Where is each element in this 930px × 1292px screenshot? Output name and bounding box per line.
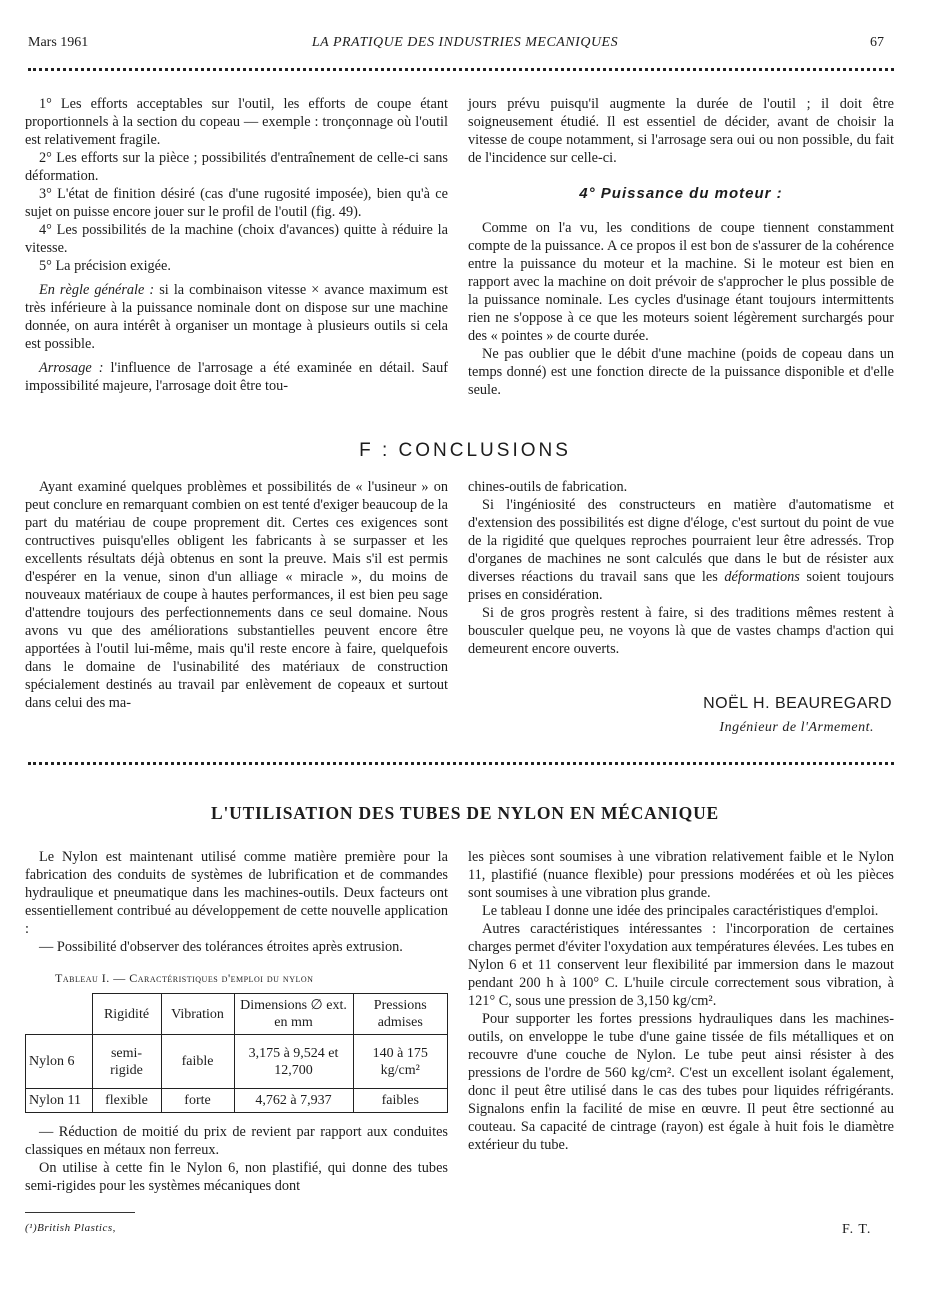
nylon-hydraulics: Pour supporter les fortes pressions hydrauliques dans les machines-outils, on enveloppe le tube d'une gaine tissée de fils métalliques et on recouvre d'une couche de Nylon. Le tube peut ainsi résister à des pressions de l'ordre de 560 kg/cm². C'est un excellent isolant également, donc il peut être utilisé dans le cas des tubes pour liquides réfrigérants. Signalons enfin la facilité de mise en œuvre. Il peut être sectionné au couteau. Sa capacité de cintrage (rayon) est égale à huit fois le diamètre extérieur du tube. [468,1011,894,1153]
conclusions-right-column [468,478,894,658]
puissance-paragraph-1: Comme on l'a vu, les conditions de coupe tiennent constamment compte de la puissance. A ce propos il est bon de s'assurer de la cohérence entre la puissance du moteur et la machine. Si le moteur est bien en rapport avec la machine on doit prévoir de s'approcher le plus possible de la puissance nominale. Les cycles d'usinage étant toujours intermittents rien ne s'oppose à ce que les moteurs soient légèrement surchargés pour des « pointes » de courte durée. [468,220,894,344]
cell-rigidity: semi-rigide [92,1035,161,1089]
cell-vibration: faible [161,1035,234,1089]
journal-title: LA PRATIQUE DES INDUSTRIES MECANIQUES [311,35,619,50]
arrosage-paragraph [25,359,448,395]
conclusions-final-paragraph: Si de gros progrès restent à faire, si des traditions mêmes restent à bousculer quelque peu, ne voyons là que de vastes champs d'action qui demeurent encore ouverts. [468,605,894,657]
nylon-intro: Le Nylon est maintenant utilisé comme matière première pour la fabrication des conduits de systèmes de lubrification et de commandes hydraulique et pneumatique dans les machines-outils. Deux facteurs ont essentiellement contribué au développement de cette nouvelle application : [25,849,448,937]
author-title: Ingénieur de l'Armement. [719,720,874,735]
conclusions-title: F : CONCLUSIONS [359,440,571,461]
header-vibration: Vibration [161,994,234,1035]
rigidity-text-a: Si l'ingéniosité des constructeurs en matière d'automatisme et d'extension des possibilités est digne d'éloge, c'est surtout du point de vue de la rigidité que quelques reproches pourraient leur être adressés. Trop d'organes de machines ne sont calculés que dans le but de résister aux diverses réactions du travail sans que les [468,497,894,585]
table-row [26,1035,448,1089]
article-signature: F. T. [842,1222,872,1237]
conclusions-left-column [25,478,448,712]
header-rigidite: Rigidité [92,994,161,1035]
author-name: NOËL H. BEAUREGARD [703,695,892,712]
article-title: L'UTILISATION DES TUBES DE NYLON EN MÉCANIQUE [211,803,719,823]
general-rule-text: si la combinaison vitesse × avance maximum est très inférieure à la puissance nominale dont on dispose sur une machine donnée, on aura intérêt à organiser un montage à plusieurs outils si cela est possible. [25,282,448,352]
nylon-factor-1: — Possibilité d'observer des tolérances étroites après extrusion. [39,939,403,955]
item-4: 4° Les possibilités de la machine (choix d'avances) quitte à réduire la vitesse. [25,222,448,256]
nylon-usage: On utilise à cette fin le Nylon 6, non plastifié, qui donne des tubes semi-rigides pour les systèmes mécaniques dont [25,1160,448,1194]
nylon-continued: les pièces sont soumises à une vibration relativement faible et le Nylon 11, plastifié (nuance flexible) pour pressions modérées et où les pièces sont soumises à une vibration plus grande. [468,849,894,901]
top-divider [28,68,894,71]
cell-pressure: faibles [353,1089,448,1113]
arrosage-continued: jours prévu puisqu'il augmente la durée de l'outil ; il doit être soigneusement étudié. Il est essentiel de décider, avant de choisir la vitesse de coupe notamment, si l'arrosage sera oui ou non possible, du fait de l'incidence sur celle-ci. [468,96,894,166]
nylon-table-reference: Le tableau I donne une idée des principales caractéristiques d'emploi. [482,903,879,919]
page-number: 67 [870,35,884,50]
general-rule-lead: En règle générale : [39,282,155,298]
nylon-factor-2: — Réduction de moitié du prix de revient par rapport aux conduites classiques en métaux non ferreux. [25,1124,448,1158]
arrosage-lead: Arrosage : [39,360,104,376]
section-divider [28,762,894,765]
nylon-characteristics: Autres caractéristiques intéressantes : l'incorporation de certaines charges permet d'éviter l'oxydation aux températures élevées. Les tubes en Nylon 6 et 11 conservent leur flexibilité par immersion dans le mazout pendant 200 h à 100° C. L'huile circule correctement sous vibration, à 121° C, sous une pression de 3,150 kg/cm². [468,921,894,1009]
arrosage-text: l'influence de l'arrosage a été examinée en détail. Sauf impossibilité majeure, l'arrosage doit être tou- [25,360,448,394]
conclusions-paragraph: Ayant examiné quelques problèmes et possibilités de « l'usineur » on peut conclure en remarquant combien on est tenté d'exiger beaucoup de la part du matériau de coupe proprement dit. Certes ces exigences sont contructives puisqu'elles obligent les fabricants à se surpasser et les excellents résultats déjà obtenus en sont la preuve. Mais s'il est permis d'espérer en la venue, sinon d'un alliage « miracle », du moins de nouveaux matériaux de coupe à hautes performances, il est bien peu sage d'attendre toujours des perfectionnements dans ce seul domaine. Nous avons vu que des améliorations substantielles peuvent encore être apportées à l'outil lui-même, mais qu'il reste encore à faire, quelquefois dans le domaine de l'usinabilité des matériaux de construction spécialement destinés au travail par enlèvement de copeaux et surtout dans celui des ma- [25,479,448,711]
nylon-left-column [25,848,448,1195]
item-1: 1° Les efforts acceptables sur l'outil, les efforts de coupe étant proportionnels à la section du copeau — exemple : tronçonnage où l'outil est relativement fragile. [25,96,448,148]
table-row [26,1089,448,1113]
top-left-column [25,95,448,395]
footnote: (¹)British Plastics, [25,1222,116,1234]
top-right-column [468,95,894,399]
table-caption: Tableau I. — Caractéristiques d'emploi du nylon [55,971,314,985]
general-rule-paragraph [25,281,448,353]
cell-vibration: forte [161,1089,234,1113]
section-heading-puissance: 4° Puissance du moteur : [579,185,783,202]
header-pressions: Pressions admises [353,994,448,1035]
cell-pressure: 140 à 175 kg/cm² [353,1035,448,1089]
row-label-nylon-6: Nylon 6 [26,1035,93,1089]
rigidity-emphasis: déformations [724,569,800,585]
row-label-nylon-11: Nylon 11 [26,1089,93,1113]
cell-dimensions: 3,175 à 9,524 et 12,700 [234,1035,353,1089]
item-2: 2° Les efforts sur la pièce ; possibilités d'entraînement de celle-ci sans déformation. [25,150,448,184]
header-date: Mars 1961 [28,35,89,50]
table-corner-cell [26,994,93,1035]
nylon-right-column [468,848,894,1154]
conclusions-rigidity-paragraph [468,496,894,604]
nylon-table [25,993,448,1113]
item-5: 5° La précision exigée. [39,258,171,274]
conclusions-continued: chines-outils de fabrication. [468,479,628,495]
header-dimensions: Dimensions ∅ ext. en mm [234,994,353,1035]
footnote-rule [25,1212,135,1213]
rigidity-text-b: soient toujours prises en considération. [468,569,894,603]
table-header-row [26,994,448,1035]
cell-rigidity: flexible [92,1089,161,1113]
puissance-paragraph-2: Ne pas oublier que le débit d'une machine (poids de copeau dans un temps donné) est une fonction directe de la puissance disponible et d'elle seule. [468,346,894,398]
item-3: 3° L'état de finition désiré (cas d'une rugosité imposée), bien qu'à ce sujet on puisse encore jouer sur le profil de l'outil (fig. 49). [25,186,448,220]
cell-dimensions: 4,762 à 7,937 [234,1089,353,1113]
